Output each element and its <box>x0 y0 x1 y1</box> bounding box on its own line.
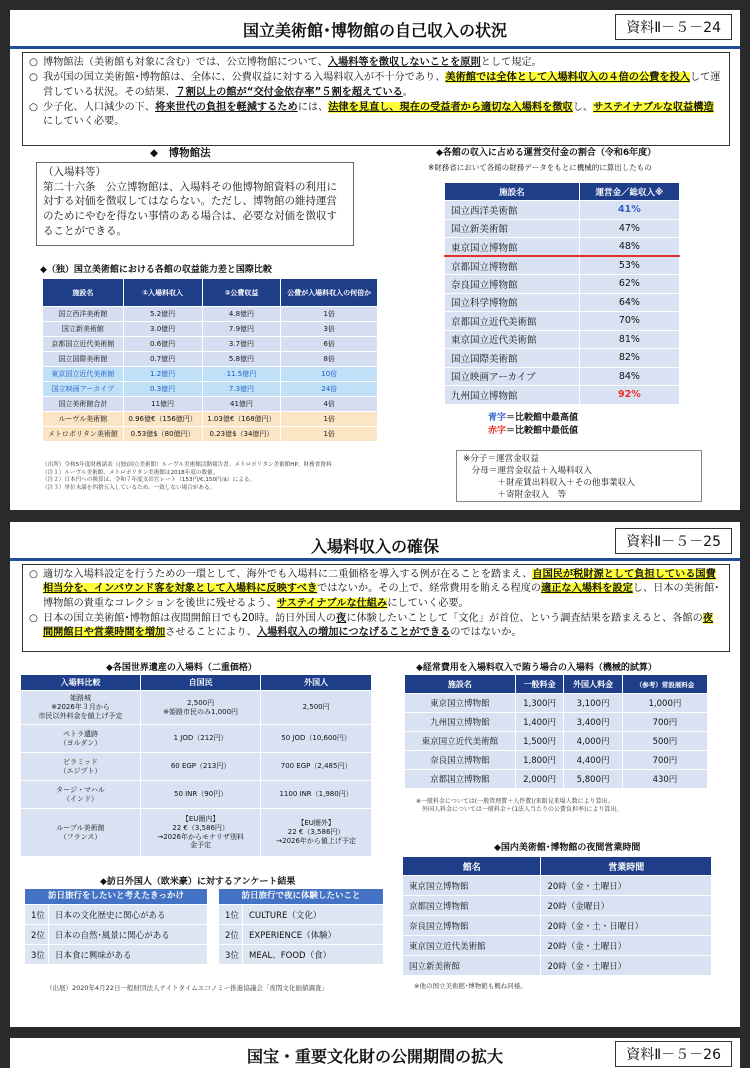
table-cell: 奈良国立博物館 <box>445 275 580 294</box>
table-row <box>405 713 708 732</box>
emphasis-text: 美術館では全体として入場料収入の４倍の公費を投入 <box>445 72 690 84</box>
column-header: ①入場料収入 <box>123 279 202 307</box>
emphasis-text: 法律を見直し、現在の受益者から適切な入場料を徴収 <box>328 101 573 113</box>
table-header-row <box>43 279 378 307</box>
table-cell: 41% <box>579 201 679 220</box>
slide3-badge: 資料Ⅱ－５－26 <box>615 1041 732 1067</box>
table-cell: 8倍 <box>281 352 378 367</box>
table-cell: 84% <box>579 367 679 386</box>
table-cell: 九州国立博物館 <box>405 713 516 732</box>
table-header-row <box>219 889 384 905</box>
table-header-row <box>405 675 708 694</box>
summary-text: 。 <box>402 86 413 98</box>
table-cell: 20時（金・土・日曜日） <box>541 916 712 936</box>
table-cell: 2,500円 ※姫路市民のみ1,000円 <box>141 691 261 725</box>
table-cell: 20時（金・土曜日） <box>541 876 712 896</box>
cost-heading: ◆経常費用を入場料収入で賄う場合の入場料（機械的試算） <box>416 663 657 673</box>
note-line: ※一般料金については(一般管理費＋人件費)/来館見来場人数により算出。 <box>416 798 614 805</box>
table-cell: 京都国立博物館 <box>405 770 516 789</box>
slide1-badge: 資料Ⅱ－５－24 <box>615 14 732 40</box>
column-header: 営業時間 <box>541 857 712 876</box>
table-cell: 6倍 <box>281 337 378 352</box>
answer-cell: 日本食に興味がある <box>49 945 208 965</box>
answer-cell: MEAL、FOOD（食） <box>243 945 384 965</box>
table-cell: 東京国立博物館 <box>403 876 541 896</box>
bullet-mark: ○ <box>29 101 38 113</box>
table-row <box>445 312 680 331</box>
survey-heading: ◆訪日外国人（欧米豪）に対するアンケート結果 <box>100 877 296 887</box>
table-row <box>445 330 680 349</box>
table-header-row <box>21 675 372 691</box>
table-row <box>405 732 708 751</box>
slide3-title: 国宝・重要文化財の公開期間の拡大 <box>246 1047 503 1066</box>
emphasis-text: 将来世代の負担を軽減するため <box>155 101 298 113</box>
table-cell: 0.53億$（80億円） <box>123 427 202 442</box>
formula-line: ＋寄附金収入 等 <box>463 490 567 501</box>
summary-text: 適切な入場料設定を行うための一環として、海外でも入場料に二重価格を導入する例が在ることを踏まえ、 <box>43 569 533 580</box>
summary-bullet <box>29 568 723 611</box>
table-cell: メトロポリタン美術館 <box>43 427 124 442</box>
table-cell: ルーブル美術館 （フランス） <box>21 809 141 857</box>
table-cell: 国立科学博物館 <box>445 293 580 312</box>
table-cell: 62% <box>579 275 679 294</box>
table-cell: 1,300円 <box>515 694 563 713</box>
table-cell: 【EU圏内】 22 €（3,586円） →2026年からモナリザ別料 金予定 <box>141 809 261 857</box>
table-cell: 64% <box>579 293 679 312</box>
table-row <box>403 876 712 896</box>
legend-blue-key: 青字 <box>488 413 507 423</box>
legend-blue-text: ＝比較館中最高値 <box>506 413 579 423</box>
summary-box-2 <box>22 564 730 652</box>
table-cell: 20時（金曜日） <box>541 896 712 916</box>
table-cell: 0.23億$（34億円） <box>202 427 281 442</box>
table-cell: 0.96億€（156億円） <box>123 412 202 427</box>
note-line: 外国人料金については一般料金＋(1法人当たりの公費負担率)により算出。 <box>416 806 623 814</box>
emphasis-text: 夜 <box>336 612 347 624</box>
slide-1 <box>10 10 740 510</box>
table-cell: 3.0億円 <box>123 322 202 337</box>
table-cell: 1.2億円 <box>123 367 202 382</box>
slide-3-partial <box>10 1038 740 1068</box>
table-cell: 東京国立博物館 <box>445 238 580 257</box>
table-cell: 1,500円 <box>515 732 563 751</box>
table-cell: ピラミッド （エジプト） <box>21 753 141 781</box>
table-cell: 京都国立博物館 <box>403 896 541 916</box>
rank-cell: 3位 <box>219 945 243 965</box>
table-cell: 92% <box>579 386 679 405</box>
column-header: 施設名 <box>445 183 580 201</box>
column-header: （参考）常設展料金 <box>622 675 707 694</box>
rank-cell: 1位 <box>25 905 49 925</box>
table-cell: 2,000円 <box>515 770 563 789</box>
table-cell: 3,400円 <box>564 713 623 732</box>
table-cell: 1倍 <box>281 427 378 442</box>
title-rule <box>10 558 740 561</box>
summary-bullet <box>29 101 723 130</box>
emphasis-text: 入場料等を徴収しないことを原則 <box>327 57 481 68</box>
table-row <box>403 916 712 936</box>
cost-notes <box>416 798 622 814</box>
table-cell: 国立美術館合計 <box>43 397 124 412</box>
column-header: 施設名 <box>43 279 124 307</box>
table-cell: 0.3億円 <box>123 382 202 397</box>
table-cell: 国立新美術館 <box>43 322 124 337</box>
table-cell: 姫路城 ※2026年３月から 市民以外料金を値上げ予定 <box>21 691 141 725</box>
table-row <box>219 945 384 965</box>
column-header: 自国民 <box>141 675 261 691</box>
night-hours-table <box>402 856 712 976</box>
table-cell: 4倍 <box>281 397 378 412</box>
column-header: ②公費収益 <box>202 279 281 307</box>
table-cell: 3,100円 <box>564 694 623 713</box>
table-cell: 3倍 <box>281 322 378 337</box>
table-row <box>445 349 680 368</box>
slide2-title: 入場料収入の確保 <box>310 537 439 556</box>
note-line: （出所）令和5年度財務諸表（(独)国立美術館）ルーヴル美術館活動報告書、メトロポリタン美術館HP、財務省資料 <box>42 462 332 468</box>
law-sub: （入場料等） <box>43 166 106 178</box>
table-row <box>445 201 680 220</box>
column-header: 訪日旅行をしたいと考えたきっかけ <box>25 889 208 905</box>
table-cell: 700円 <box>622 751 707 770</box>
table-row <box>445 293 680 312</box>
bullet-mark: ○ <box>29 569 38 580</box>
summary-bullet <box>29 71 723 100</box>
summary-text: には、 <box>297 101 329 113</box>
summary-bullet <box>29 56 723 70</box>
table-row <box>405 770 708 789</box>
legend-red-text: ＝比較館中最低値 <box>506 426 579 437</box>
summary-text: のではないか。 <box>450 627 522 639</box>
table-cell: 東京国立近代美術館 <box>445 330 580 349</box>
table-cell: 4,400円 <box>564 751 623 770</box>
table-cell: ペトラ遺跡 （ヨルダン） <box>21 725 141 753</box>
table-cell: 【EU圏外】 22 €（3,586円） →2026年から値上げ予定 <box>261 809 372 857</box>
answer-cell: 日本の文化歴史に関心がある <box>49 905 208 925</box>
table-cell: 82% <box>579 349 679 368</box>
table-header-row <box>403 857 712 876</box>
table-cell: 奈良国立博物館 <box>403 916 541 936</box>
formula-line: ※分子＝運営金収益 <box>463 454 539 464</box>
night-note: ※他の国立美術館･博物館も概ね同様。 <box>414 982 527 990</box>
table-row <box>43 307 378 322</box>
summary-text: 博物館法（美術館も対象に含む）では、公立博物館について、 <box>43 57 328 68</box>
table-cell: 53% <box>579 256 679 275</box>
table-row <box>405 694 708 713</box>
table-cell: 京都国立近代美術館 <box>445 312 580 331</box>
table-cell: 0.6億円 <box>123 337 202 352</box>
bullet-mark: ○ <box>29 612 38 624</box>
emphasis-text: ７割以上の館が“交付金依存率”５割を超えている <box>175 86 403 98</box>
table-cell: 5.2億円 <box>123 307 202 322</box>
table-cell: 10倍 <box>281 367 378 382</box>
answer-cell: 日本の自然･風景に関心がある <box>49 925 208 945</box>
table-row <box>43 412 378 427</box>
table-row <box>219 905 384 925</box>
summary-text: して運営している状況。その結果、 <box>43 72 721 98</box>
rank-cell: 1位 <box>219 905 243 925</box>
night-heading: ◆国内美術館･博物館の夜間営業時間 <box>494 843 641 853</box>
table-cell: 41億円 <box>202 397 281 412</box>
table-row <box>403 896 712 916</box>
table-cell: ルーヴル美術館 <box>43 412 124 427</box>
table-cell: 4,000円 <box>564 732 623 751</box>
table-cell: 700 EGP（2,485円） <box>261 753 372 781</box>
table-cell: 2,500円 <box>261 691 372 725</box>
table-row <box>43 382 378 397</box>
table-cell: 1 JOD（212円） <box>141 725 261 753</box>
rank-cell: 2位 <box>25 925 49 945</box>
summary-text: させることにより、 <box>165 627 257 639</box>
summary-bullet <box>29 612 723 641</box>
column-header: 一般料金 <box>515 675 563 694</box>
column-header: 訪日旅行で夜に体験したいこと <box>219 889 384 905</box>
table-row <box>405 751 708 770</box>
emphasis-text: サステイナブルな仕組み <box>276 597 388 609</box>
table-row <box>445 219 680 238</box>
table-row <box>25 925 208 945</box>
table-cell: 5.8億円 <box>202 352 281 367</box>
ratio-heading: ◆各館の収入に占める運営交付金の割合（令和6年度） <box>436 148 657 158</box>
bullet-mark: ○ <box>29 72 38 84</box>
table-cell: 1倍 <box>281 307 378 322</box>
heritage-heading: ◆各国世界遺産の入場料（二重価格） <box>106 663 257 673</box>
column-header: 公費が入場料収入の何倍か <box>281 279 378 307</box>
table-cell: 国立西洋美術館 <box>445 201 580 220</box>
table-cell: 九州国立博物館 <box>445 386 580 405</box>
formula-box <box>456 450 702 502</box>
table-cell: 1倍 <box>281 412 378 427</box>
table-cell: 奈良国立博物館 <box>405 751 516 770</box>
table-cell: 60 EGP（213円） <box>141 753 261 781</box>
column-header: 館名 <box>403 857 541 876</box>
table-cell: 0.7億円 <box>123 352 202 367</box>
survey-left-table <box>24 888 208 965</box>
table-row <box>43 427 378 442</box>
table-cell: 7.9億円 <box>202 322 281 337</box>
table-row <box>445 386 680 405</box>
table-cell: 東京国立近代美術館 <box>405 732 516 751</box>
summary-text: にしていく必要。 <box>43 116 125 128</box>
table-cell: 48% <box>579 238 679 257</box>
table-row <box>21 809 372 857</box>
summary-text: 日本の国立美術館･博物館は夜間開館日でも20時。訪日外国人の <box>43 612 337 624</box>
summary-text: し、日本の美術館･博物館の貴重なコレクションを後世に残せるよう、 <box>43 583 720 609</box>
table-cell: 3.7億円 <box>202 337 281 352</box>
answer-cell: EXPERIENCE（体験） <box>243 925 384 945</box>
emphasis-text: サステイナブルな収益構造 <box>593 101 714 113</box>
answer-cell: CULTURE（文化） <box>243 905 384 925</box>
table-cell: 国立国際美術館 <box>43 352 124 367</box>
intl-comparison-table <box>42 278 378 442</box>
table-cell: タージ・マハル （インド） <box>21 781 141 809</box>
table-cell: 5,800円 <box>564 770 623 789</box>
table-row <box>43 367 378 382</box>
table-cell: 47% <box>579 219 679 238</box>
table-cell: 京都国立近代美術館 <box>43 337 124 352</box>
note-line: （注１）ルーヴル美術館、メトロポリタン美術館は2018年度の数値。 <box>42 469 219 476</box>
ratio-note: ※財務省において各館の財務データをもとに機械的に算出したもの <box>428 163 652 172</box>
table-cell: 1,400円 <box>515 713 563 732</box>
column-header: 施設名 <box>405 675 516 694</box>
table-cell: 国立映画アーカイブ <box>43 382 124 397</box>
law-box <box>36 162 354 246</box>
emphasis-text: 適正な入場料を設定 <box>541 583 633 595</box>
table-cell: 東京国立近代美術館 <box>43 367 124 382</box>
survey-right-table <box>218 888 384 965</box>
table-cell: 20時（金・土曜日） <box>541 936 712 956</box>
emphasis-text: 入場料収入の増加につなげることができる <box>256 627 451 639</box>
table-cell: 1.03億€（168億円） <box>202 412 281 427</box>
table-row <box>445 367 680 386</box>
table-row <box>445 238 680 257</box>
table-row <box>43 397 378 412</box>
table-row <box>43 352 378 367</box>
table-cell: 70% <box>579 312 679 331</box>
table-row <box>43 337 378 352</box>
survey-source: （出展）2020年4月22日一般財団法人ナイトタイムエコノミー推進協議会「夜間文化価値調査」 <box>46 984 328 992</box>
summary-text: として規定。 <box>480 57 542 68</box>
ratio-table <box>444 182 680 405</box>
slide1-title: 国立美術館･博物館の自己収入の状況 <box>242 21 507 40</box>
formula-line: 分母＝運営金収益＋入場料収入 <box>463 466 592 477</box>
rank-cell: 3位 <box>25 945 49 965</box>
summary-text: し、 <box>572 101 594 113</box>
column-header: 外国人料金 <box>564 675 623 694</box>
table-cell: 国立新美術館 <box>403 956 541 976</box>
table-cell: 東京国立博物館 <box>405 694 516 713</box>
column-header: 外国人 <box>261 675 372 691</box>
table-cell: 700円 <box>622 713 707 732</box>
table-cell: 京都国立博物館 <box>445 256 580 275</box>
bullet-mark: ○ <box>29 57 38 68</box>
table-cell: 国立新美術館 <box>445 219 580 238</box>
cost-table <box>404 674 708 789</box>
title-rule <box>10 46 740 49</box>
table-cell: 50 JOD（10,600円） <box>261 725 372 753</box>
table-cell: 7.3億円 <box>202 382 281 397</box>
table-cell: 500円 <box>622 732 707 751</box>
table-row <box>403 956 712 976</box>
emphasis-text: 夜間開館日や営業時間を増加 <box>43 612 714 639</box>
table-row <box>21 691 372 725</box>
summary-text: にしていく必要。 <box>387 597 469 609</box>
table-cell: 1,000円 <box>622 694 707 713</box>
table-cell: 1100 INR（1,980円） <box>261 781 372 809</box>
law-text: 第二十六条 公立博物館は、入場料その他博物館資料の利用に対する対価を徴収してはならない。ただし、博物館の維持運営のためにやむを得ない事情のある場合は、必要な対価を徴収することができる。 <box>43 180 337 237</box>
intl-notes <box>42 462 331 492</box>
summary-text: に体験したいことして「文化」が首位、という調査結果を踏まえると、各館の <box>346 612 703 624</box>
rank-cell: 2位 <box>219 925 243 945</box>
table-cell: 国立国際美術館 <box>445 349 580 368</box>
law-heading: ◆ 博物館法 <box>150 147 211 159</box>
table-row <box>43 322 378 337</box>
table-row <box>21 781 372 809</box>
summary-text: 我が国の国立美術館･博物館は、全体に、公費収益に対する入場料収入が不十分であり、 <box>43 72 446 84</box>
note-line: （注２）日本円への換算は、令和７年度支出官レート（153円/€,150円/$）による。 <box>42 477 256 484</box>
ratio-legend <box>488 412 578 438</box>
table-cell: 11.5億円 <box>202 367 281 382</box>
table-cell: 1,800円 <box>515 751 563 770</box>
table-header-row <box>25 889 208 905</box>
table-row <box>445 275 680 294</box>
table-cell: 国立映画アーカイブ <box>445 367 580 386</box>
table-row <box>21 725 372 753</box>
table-cell: 81% <box>579 330 679 349</box>
table-row <box>25 905 208 925</box>
emphasis-text: 自国民が税財源として負担している国費相当分を、インバウンド客を対象として入場料に反映すべき <box>43 569 716 595</box>
summary-box <box>22 52 730 146</box>
legend-red-key: 赤字 <box>488 426 507 437</box>
table-row <box>219 925 384 945</box>
note-line: （注３）単位未満を四捨五入しているため、一致しない場合がある。 <box>42 484 216 491</box>
slide2-badge: 資料Ⅱ－５－25 <box>615 528 732 554</box>
table-cell: 東京国立近代美術館 <box>403 936 541 956</box>
table-cell: 11億円 <box>123 397 202 412</box>
summary-text: ではないか。その上で、経常費用を賄える程度の <box>317 583 542 595</box>
slide-2 <box>10 522 740 1027</box>
column-header: 運営金／総収入※ <box>579 183 679 201</box>
table-cell: 4.8億円 <box>202 307 281 322</box>
formula-line: ＋財産賃出料収入＋その他事業収入 <box>463 478 635 489</box>
heritage-table <box>20 674 372 857</box>
table-cell: 430円 <box>622 770 707 789</box>
summary-text: 少子化、人口減少の下、 <box>43 101 156 113</box>
table-cell: 20時（金・土曜日） <box>541 956 712 976</box>
table-row <box>403 936 712 956</box>
table-cell: 50 INR（90円） <box>141 781 261 809</box>
table-row <box>21 753 372 781</box>
table-row <box>25 945 208 965</box>
table-cell: 国立西洋美術館 <box>43 307 124 322</box>
table-cell: 24倍 <box>281 382 378 397</box>
table-header-row <box>445 183 680 201</box>
column-header: 入場料比較 <box>21 675 141 691</box>
table-row <box>445 256 680 275</box>
intl-heading: ◆（独）国立美術館における各館の収益能力差と国際比較 <box>40 265 272 275</box>
